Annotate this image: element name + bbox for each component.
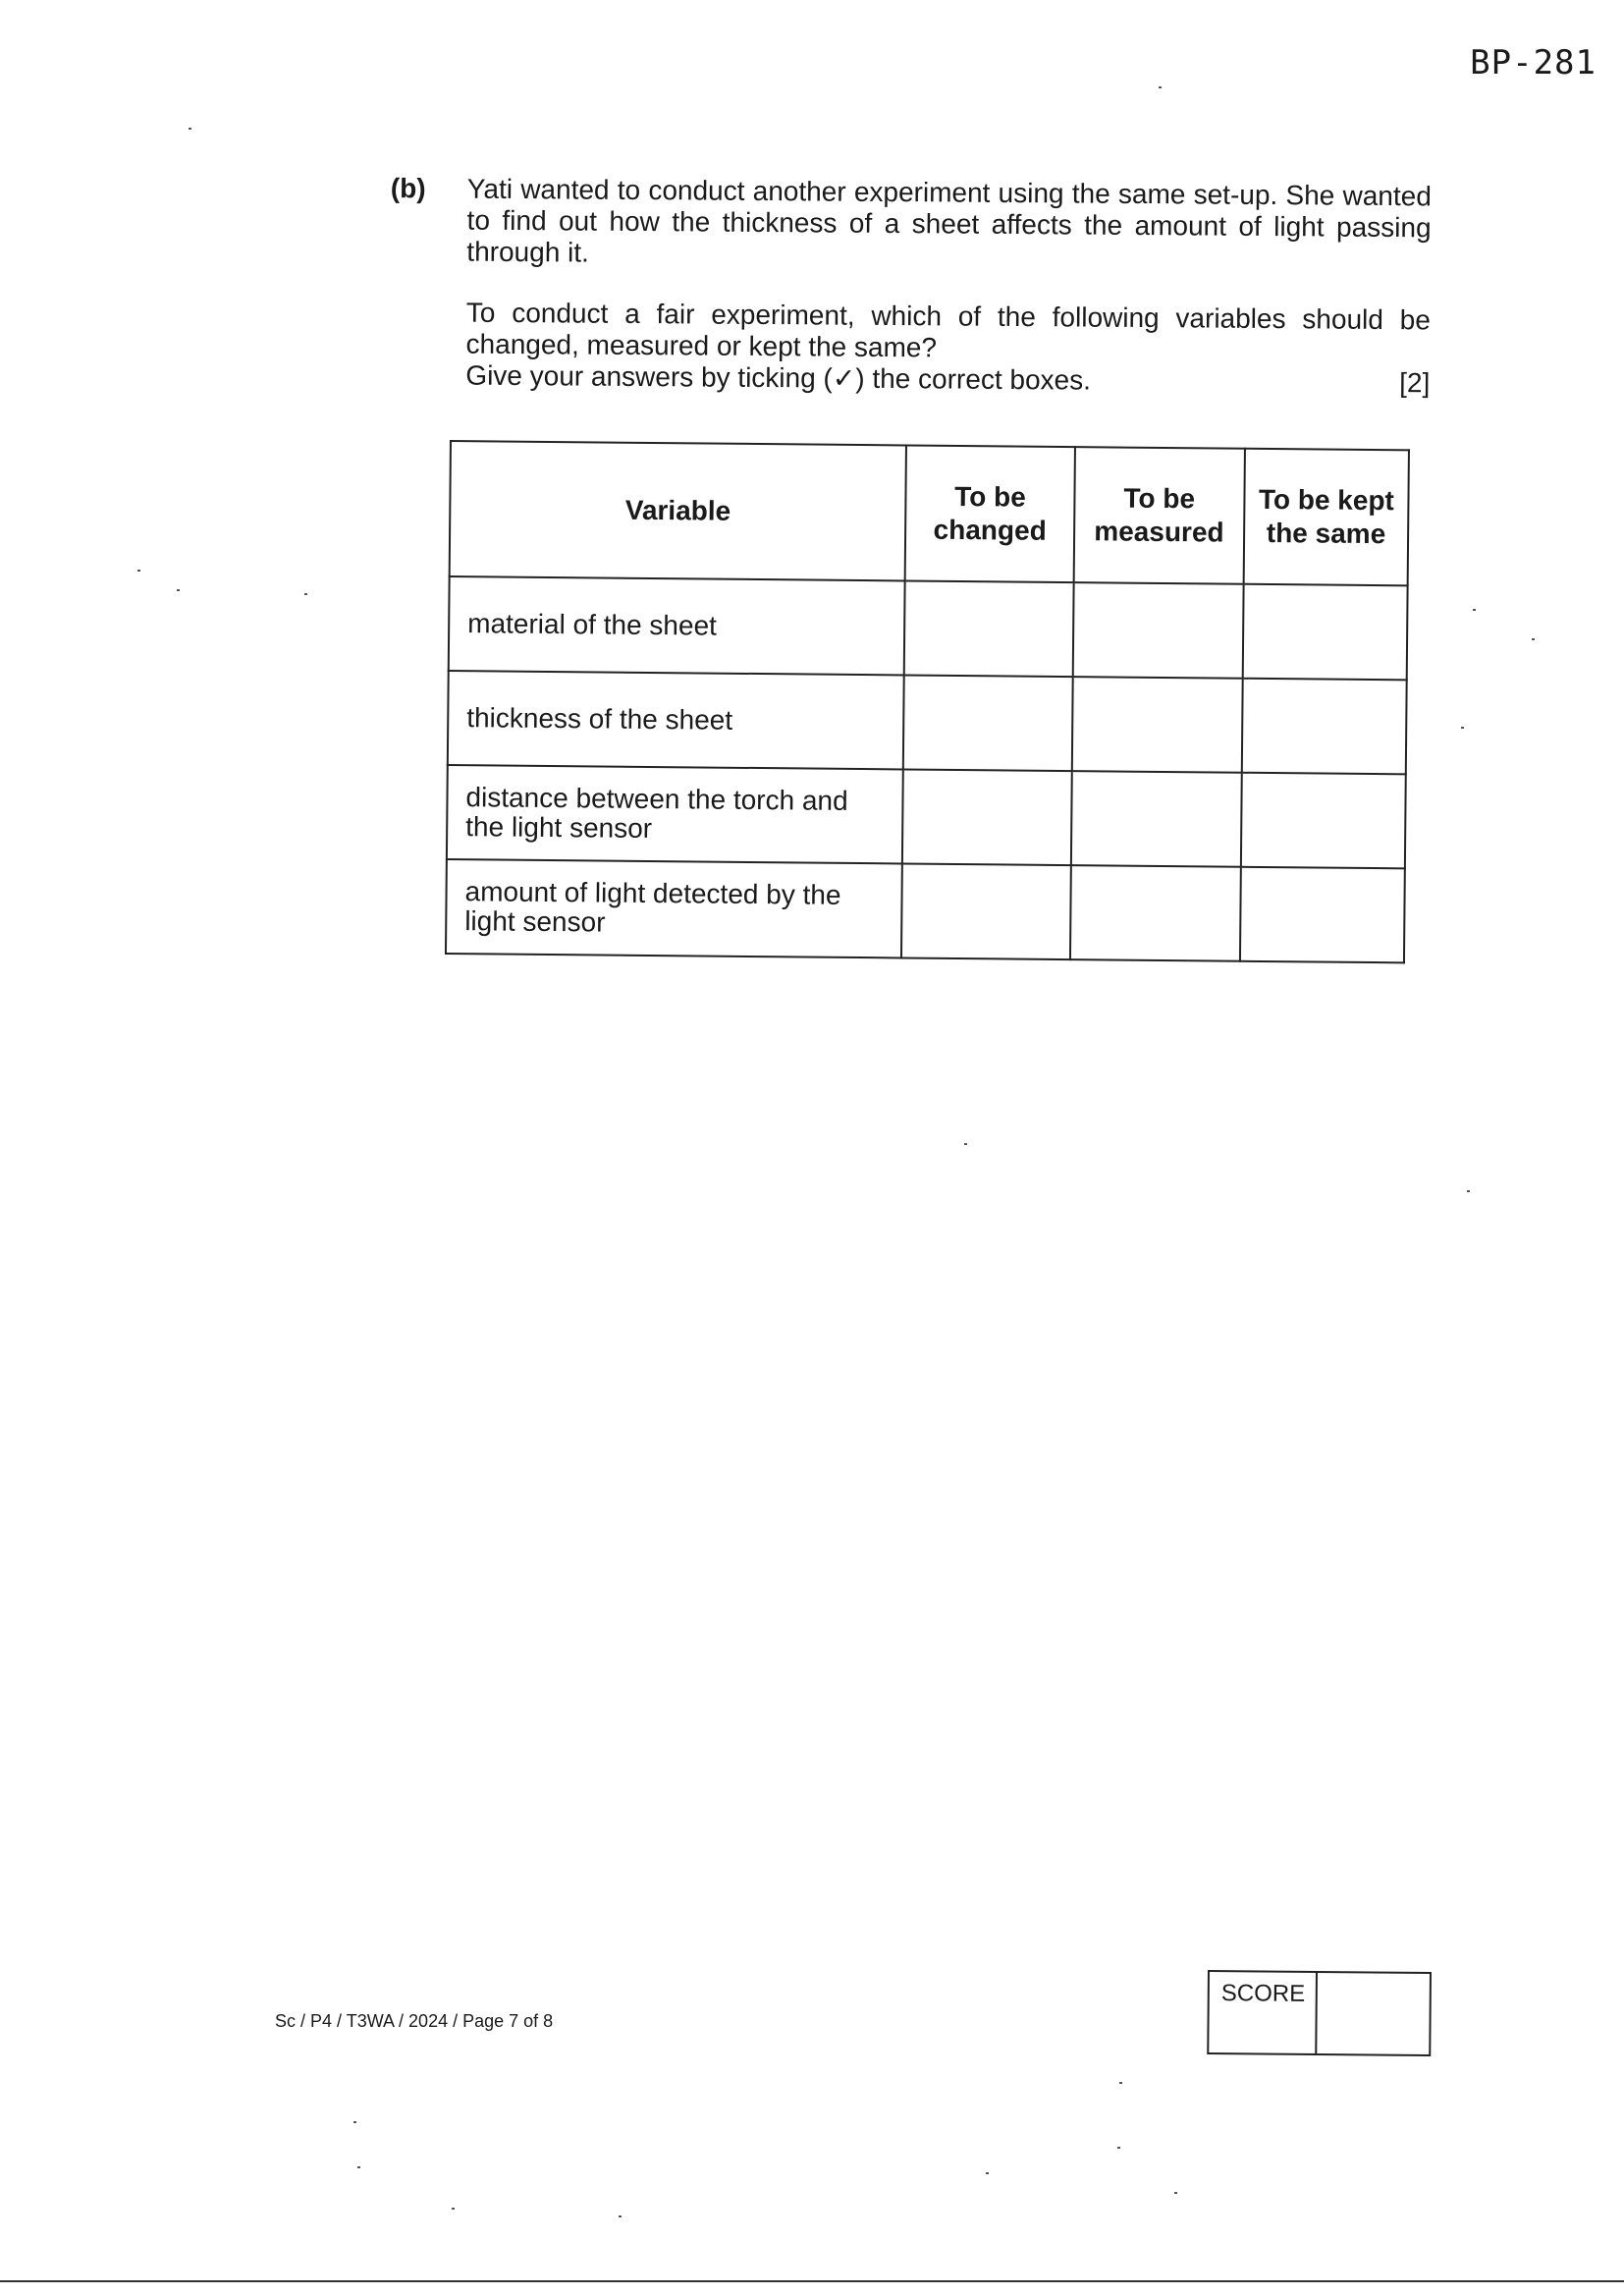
scan-speck bbox=[986, 2172, 989, 2174]
scan-speck bbox=[1117, 2147, 1120, 2149]
tick-box-changed[interactable] bbox=[903, 675, 1072, 771]
header-to-be-changed: To be changed bbox=[905, 445, 1075, 582]
scan-speck bbox=[357, 2166, 360, 2168]
question-text: Yati wanted to conduct another experiment using the same set-up. She wanted to find out how the thickness of a sheet affects the amount of light passing through it. bbox=[466, 173, 1432, 268]
tick-box-measured[interactable] bbox=[1071, 771, 1242, 867]
table-row bbox=[449, 576, 1408, 680]
tick-box-changed[interactable] bbox=[904, 580, 1073, 677]
scan-speck bbox=[964, 1143, 967, 1145]
tick-box-measured[interactable] bbox=[1072, 677, 1243, 773]
scan-speck bbox=[619, 2215, 622, 2217]
scan-speck bbox=[1473, 609, 1476, 611]
scan-speck bbox=[1467, 1190, 1470, 1192]
tick-box-kept[interactable] bbox=[1241, 773, 1406, 869]
scan-speck bbox=[304, 593, 307, 595]
score-value-field[interactable] bbox=[1317, 1973, 1430, 2054]
tick-box-changed[interactable] bbox=[901, 863, 1070, 959]
tick-box-measured[interactable] bbox=[1070, 865, 1241, 961]
document-code: BP-281 bbox=[1470, 43, 1597, 82]
tick-box-changed[interactable] bbox=[902, 769, 1071, 865]
table-row bbox=[448, 671, 1407, 774]
tick-box-kept[interactable] bbox=[1243, 584, 1408, 681]
score-label: SCORE bbox=[1209, 1972, 1318, 2053]
scan-speck bbox=[137, 570, 140, 572]
scan-speck bbox=[1174, 2192, 1177, 2194]
variable-cell: material of the sheet bbox=[449, 576, 905, 675]
tick-box-kept[interactable] bbox=[1242, 679, 1407, 775]
question-instruction-line2 bbox=[465, 360, 1430, 400]
scan-speck bbox=[1461, 727, 1464, 729]
tick-instruction: Give your answers by ticking (✓) the correct boxes. bbox=[465, 359, 1092, 396]
tick-box-kept[interactable] bbox=[1240, 867, 1405, 963]
question-instruction: To conduct a fair experiment, which of the following variables should be changed, measured or kept the same? bbox=[465, 297, 1431, 363]
table-header-row bbox=[450, 441, 1409, 585]
scan-speck bbox=[177, 589, 180, 591]
variables-table bbox=[445, 440, 1410, 963]
question-label: (b) bbox=[390, 173, 426, 204]
table-row bbox=[446, 859, 1405, 962]
question-b bbox=[389, 173, 1432, 399]
scan-speck bbox=[1159, 86, 1162, 88]
scan-edge-line bbox=[0, 2280, 1624, 2282]
header-variable: Variable bbox=[450, 441, 907, 580]
header-to-be-measured: To be measured bbox=[1073, 447, 1244, 584]
variable-cell: thickness of the sheet bbox=[448, 671, 904, 769]
header-to-be-kept-the-same: To be kept the same bbox=[1243, 449, 1408, 586]
marks-label: [2] bbox=[1399, 367, 1431, 399]
table-row bbox=[447, 765, 1406, 868]
tick-box-measured[interactable] bbox=[1072, 582, 1243, 679]
page-reference: Sc / P4 / T3WA / 2024 / Page 7 of 8 bbox=[275, 2011, 554, 2031]
scan-speck bbox=[1532, 638, 1535, 640]
scan-speck bbox=[353, 2121, 356, 2123]
scan-speck bbox=[1119, 2082, 1122, 2084]
scan-speck bbox=[189, 128, 191, 130]
variable-cell: distance between the torch and the light sensor bbox=[447, 765, 903, 863]
score-box bbox=[1207, 1970, 1432, 2056]
variable-cell: amount of light detected by the light sensor bbox=[446, 859, 902, 957]
scan-speck bbox=[452, 2208, 455, 2210]
